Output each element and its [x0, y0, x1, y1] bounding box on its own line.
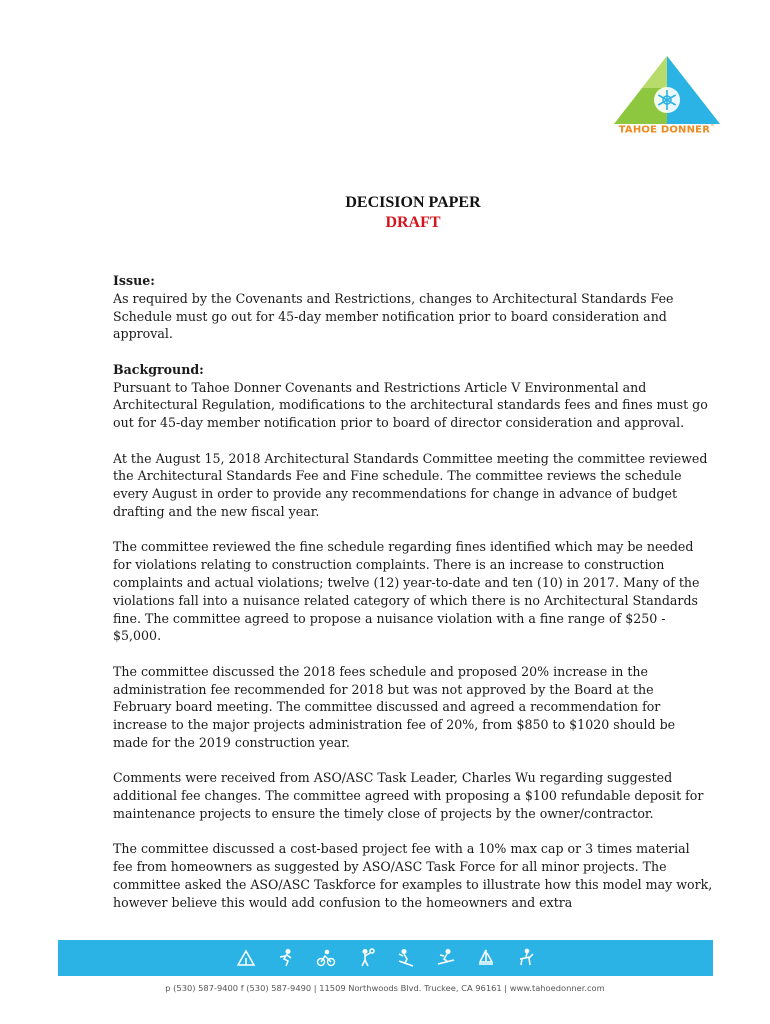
- background-text: Pursuant to Tahoe Donner Covenants and Restrictions Article V Environmental and Architectural Regulation, modifications to the architectural standards fees and fines must go out for 45-day member notification prior to board of director consideration and approval.: [113, 379, 708, 431]
- paragraph: Comments were received from ASO/ASC Task Leader, Charles Wu regarding suggested additional fee changes. The committee agreed with proposing a $100 refundable deposit for maintenance projects to ensure the timely close of projects by the owner/contractor.: [113, 770, 704, 821]
- paragraph: The committee reviewed the fine schedule regarding fines identified which may be needed for violations relating to construction complaints. There is an increase to construction complaints and actual violations; twelve (12) year-to-date and ten (10) in 2017. Many of the violations fall into a nuisance related category of which there is no Architectural Standards fine. The committee agreed to propose a nuisance violation with a fine range of $250 - $5,000.: [113, 539, 700, 644]
- tent-icon: [236, 948, 256, 968]
- document-title: DECISION PAPER: [345, 194, 481, 211]
- running-icon: [276, 948, 296, 968]
- background-heading: Background:: [113, 361, 204, 377]
- issue-heading: Issue:: [113, 273, 155, 288]
- paragraph: The committee discussed a cost-based project fee with a 10% max cap or 3 times material fee from homeowners as suggested by ASO/ASC Task Force for all minor projects. The committee asked the ASO/ASC Taskforce for examples to illustrate how this model may work, however believe this would add confusion to the homeowners and extra: [113, 841, 713, 910]
- logo-wordmark: TAHOE DONNER™: [618, 124, 716, 136]
- skiing-icon: [396, 948, 416, 968]
- paragraph: At the August 15, 2018 Architectural Standards Committee meeting the committee reviewed the Architectural Standards Fee and Fine schedule. The committee reviews the schedule every August in order to provide any recommendations for change in advance of budget drafting and the new fiscal year.: [113, 450, 708, 519]
- activity-icon-band: [58, 940, 713, 976]
- cycling-icon: [316, 948, 336, 968]
- snowboarding-icon: [436, 948, 456, 968]
- title-block: [0, 193, 770, 233]
- tennis-icon: [356, 948, 376, 968]
- paragraph: The committee discussed the 2018 fees schedule and proposed 20% increase in the administration fee recommended for 2018 but was not approved by the Board at the February board meeting. The committee discussed and agreed a recommendation for increase to the major projects administration fee of 20%, from $850 to $1020 should be made for the 2019 construction year.: [113, 663, 676, 750]
- draft-label: DRAFT: [385, 214, 441, 231]
- issue-text: As required by the Covenants and Restrictions, changes to Architectural Standards Fee Schedule must go out for 45-day member notification prior to board consideration and approval.: [113, 290, 674, 342]
- sailing-icon: [476, 948, 496, 968]
- horse-riding-icon: [516, 948, 536, 968]
- footer-contact: p (530) 587-9400 f (530) 587-9490 | 11509 Northwoods Blvd. Truckee, CA 96161 | www.tahoedonner.com: [165, 983, 605, 993]
- document-body: [113, 272, 713, 911]
